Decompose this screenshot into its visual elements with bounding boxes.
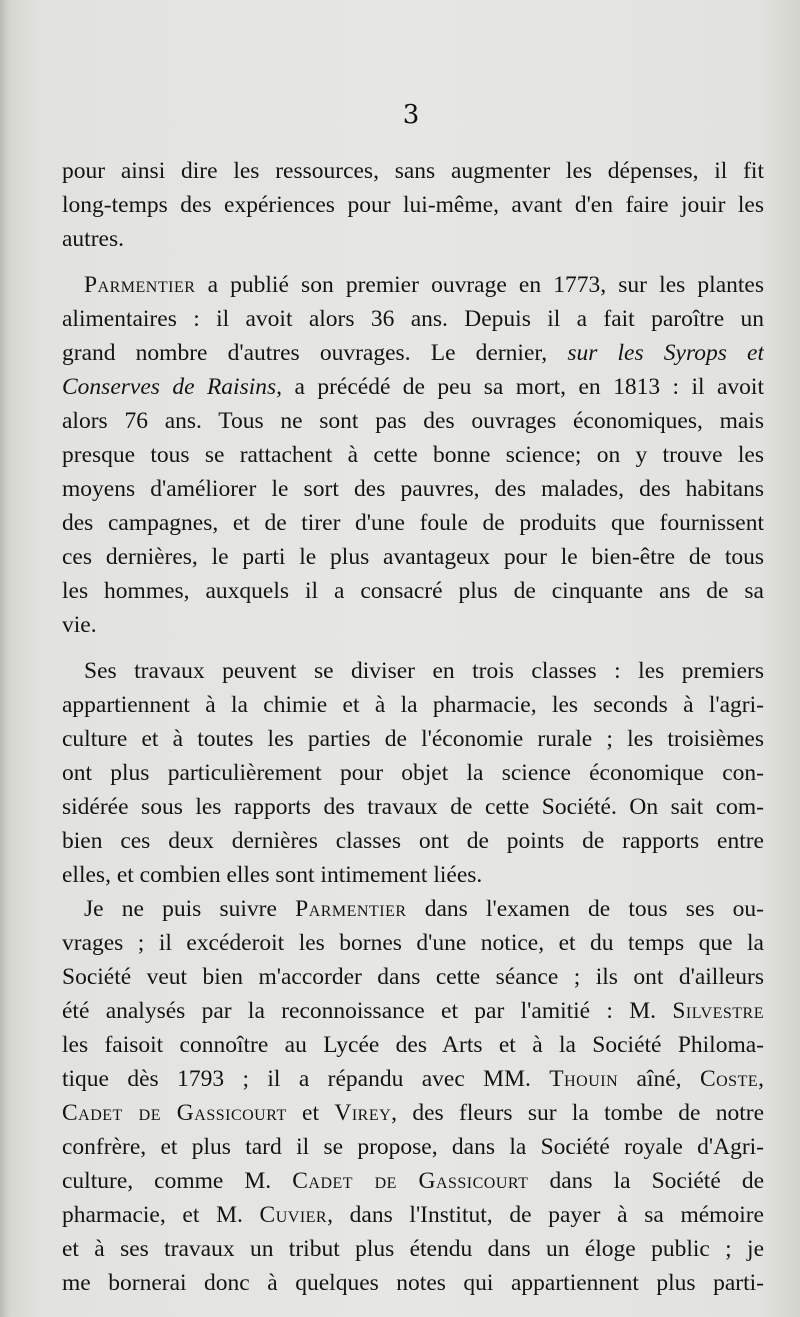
text-line: vrages ; il excéderoit les bornes d'une notice, et du temps que la: [62, 930, 764, 956]
text-line: les hommes, auxquels il a consacré plus de cinquante ans de sa: [62, 578, 764, 604]
text-line: des campagnes, et de tirer d'une foule de produits que fournissent: [62, 510, 764, 536]
text-line: elles, et combien elles sont intimement liées.: [62, 862, 483, 888]
text-line: Conserves de Raisins, a précédé de peu sa mort, en 1813 : il avoit: [62, 374, 764, 400]
text-line: autres.: [62, 226, 124, 252]
text-line: culture, comme M. Cadet de Gassicourt dans la Société de: [62, 1168, 764, 1194]
text-line: alimentaires : il avoit alors 36 ans. Depuis il a fait paroître un: [62, 306, 764, 332]
text-line: tique dès 1793 ; il a répandu avec MM. Thouin aîné, Coste,: [62, 1066, 764, 1092]
text-line: sidérée sous les rapports des travaux de cette Société. On sait com-: [62, 794, 764, 820]
text-line: et à ses travaux un tribut plus étendu dans un éloge public ; je: [62, 1236, 764, 1262]
text-line: appartiennent à la chimie et à la pharmacie, les seconds à l'agri-: [62, 692, 764, 718]
text-line: ces dernières, le parti le plus avantageux pour le bien-être de tous: [62, 544, 764, 570]
text-line: Société veut bien m'accorder dans cette séance ; ils ont d'ailleurs: [62, 964, 764, 990]
page-number: 3: [402, 100, 420, 130]
text-line: presque tous se rattachent à cette bonne science; on y trouve les: [62, 442, 764, 468]
text-line: long-temps des expériences pour lui-même, avant d'en faire jouir les: [62, 192, 764, 218]
text-line: été analysés par la reconnoissance et par l'amitié : M. Silvestre: [62, 998, 764, 1024]
text-line: Cadet de Gassicourt et Virey, des fleurs sur la tombe de notre: [62, 1100, 764, 1126]
text-line: pour ainsi dire les ressources, sans augmenter les dépenses, il fit: [62, 158, 764, 184]
text-line: Je ne puis suivre Parmentier dans l'examen de tous ses ou-: [84, 896, 764, 922]
text-line: grand nombre d'autres ouvrages. Le dernier, sur les Syrops et: [62, 340, 764, 366]
text-line: vie.: [62, 612, 97, 638]
text-line: culture et à toutes les parties de l'économie rurale ; les troisièmes: [62, 726, 764, 752]
text-line: moyens d'améliorer le sort des pauvres, des malades, des habitans: [62, 476, 764, 502]
paragraph-gap: [62, 256, 764, 268]
text-line: les faisoit connoître au Lycée des Arts et à la Société Philoma-: [62, 1032, 764, 1058]
text-line: alors 76 ans. Tous ne sont pas des ouvrages économiques, mais: [62, 408, 764, 434]
text-line: Parmentier a publié son premier ouvrage en 1773, sur les plantes: [84, 272, 764, 298]
body-text: [62, 154, 764, 1300]
paragraph-gap: [62, 642, 764, 654]
text-line: Ses travaux peuvent se diviser en trois classes : les premiers: [84, 658, 764, 684]
text-line: ont plus particulièrement pour objet la science économique con-: [62, 760, 764, 786]
text-line: confrère, et plus tard il se propose, dans la Société royale d'Agri-: [62, 1134, 764, 1160]
text-line: pharmacie, et M. Cuvier, dans l'Institut, de payer à sa mémoire: [62, 1202, 764, 1228]
text-line: me bornerai donc à quelques notes qui appartiennent plus parti-: [62, 1270, 764, 1296]
text-line: bien ces deux dernières classes ont de points de rapports entre: [62, 828, 764, 854]
